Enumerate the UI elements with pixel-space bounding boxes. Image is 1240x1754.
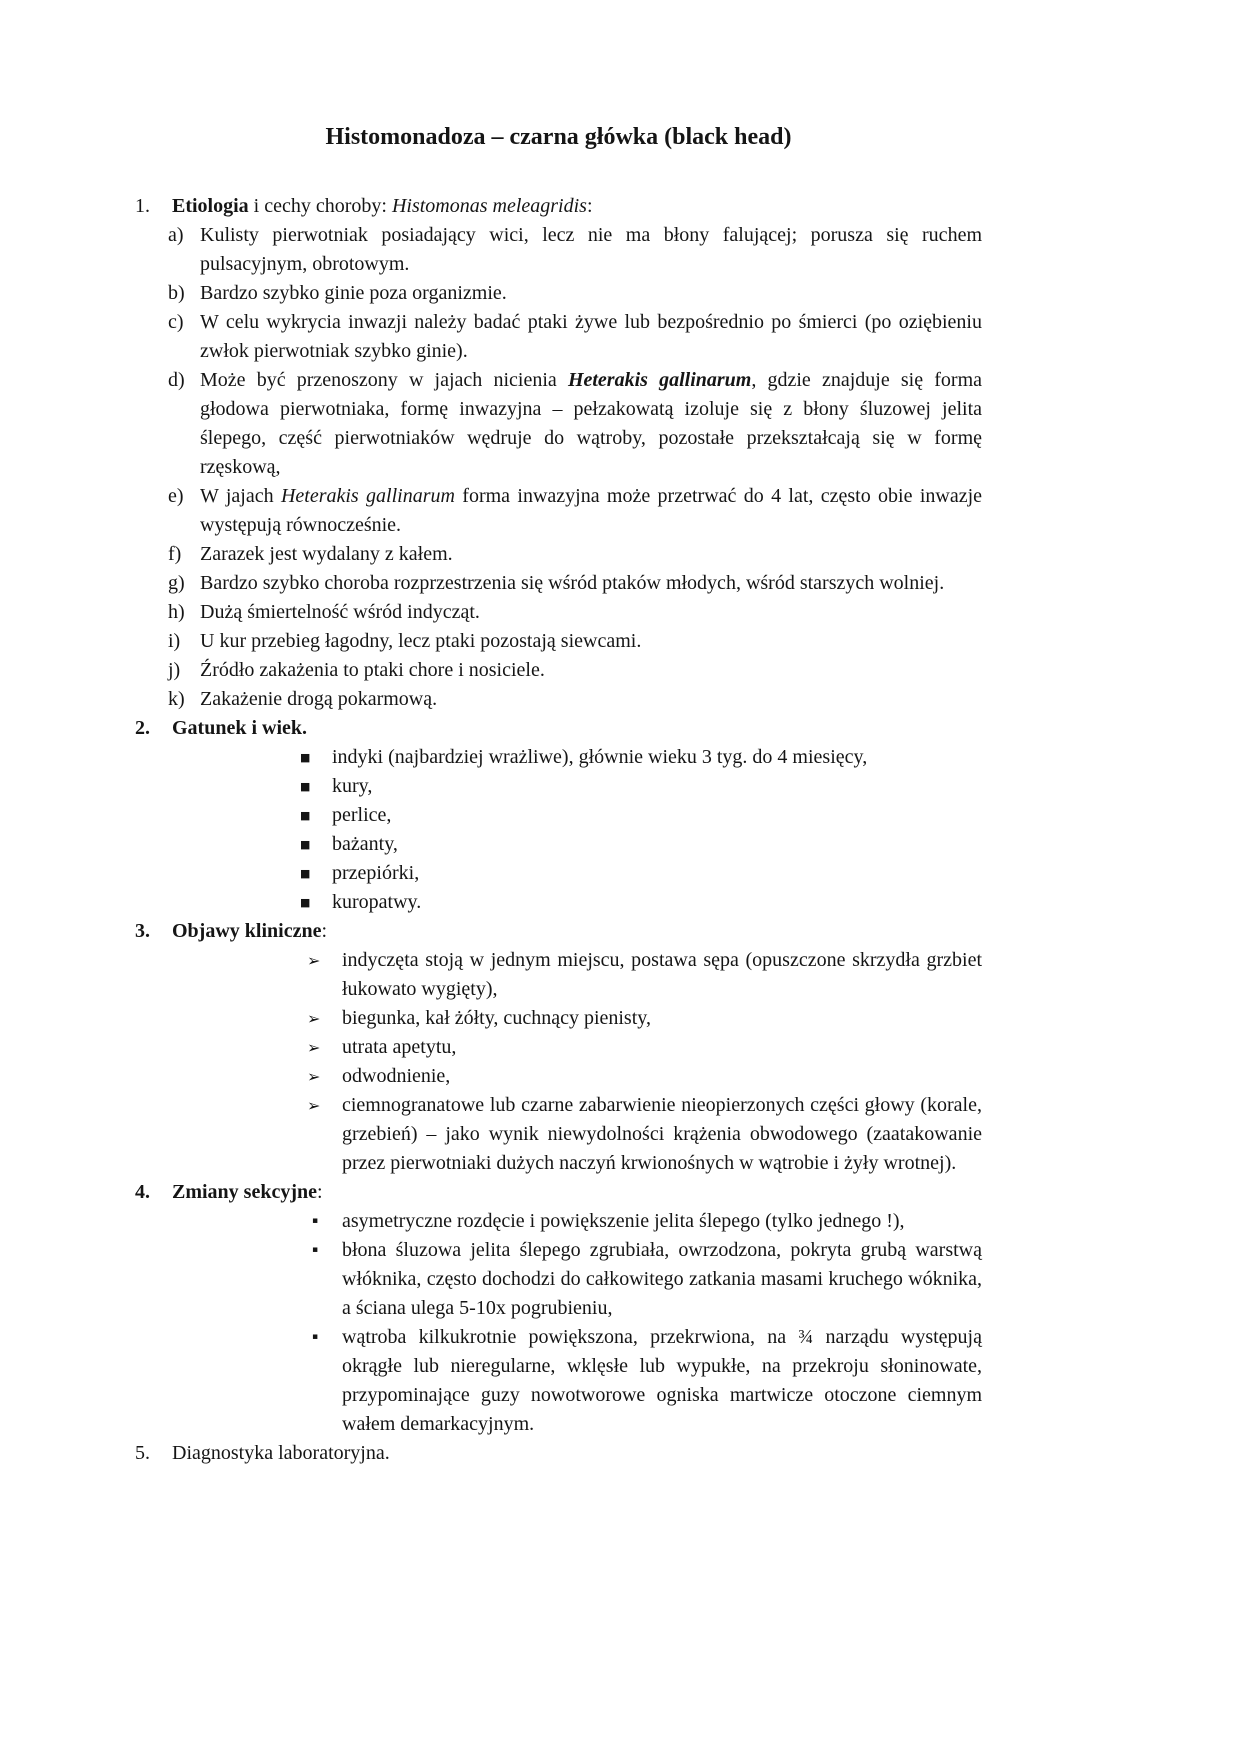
list-item-text: [200, 627, 982, 656]
section-head: [135, 1178, 982, 1207]
letter-marker: h): [168, 601, 185, 623]
section-gatunek-i-wiek: [135, 714, 982, 917]
text-segment: ciemnogranatowe lub czarne zabarwienie nieopierzonych części głowy (korale, grzebień) – jako wynik niewydolności krążenia obwodowego (zaatakowanie przez pierwotniaki dużych naczyń krwionośnych w wątrobie i żyły wrotnej).: [342, 1094, 982, 1174]
list-item-text: [342, 1062, 982, 1091]
text-segment: , gdzie znajduje się forma głodowa pierwotniaka, formę inwazyjna – pełzakowatą izoluje się z błony śluzowej jelita ślepego, część pierwotniaków wędruje do wątroby, pozostałe przekształcają się w formę rzęskową,: [200, 369, 982, 478]
text-segment: indyki (najbardziej wrażliwe), głównie wieku 3 tyg. do 4 miesięcy,: [332, 746, 868, 768]
text-segment: wątroba kilkukrotnie powiększona, przekrwiona, na ¾ narządu występują okrągłe lub nieregularne, wklęsłe lub wypukłe, na przekroju słoninowate, przypominające guzy nowotworowe ogniska martwicze otoczone ciemnym wałem demarkacyjnym.: [342, 1326, 982, 1435]
text-segment: błona śluzowa jelita ślepego zgrubiała, owrzodzona, pokryta grubą warstwą włóknika, często dochodzi do całkowitego zatkania masami kruchego wóknika, a ściana ulega 5-10x pogrubieniu,: [342, 1239, 982, 1319]
text-segment: Zmiany sekcyjne: [172, 1181, 317, 1203]
text-segment: Etiologia: [172, 195, 249, 217]
text-segment: Heterakis gallinarum: [280, 485, 455, 507]
list-item-text: [332, 859, 982, 888]
arrowhead-bullet-icon: ➢: [307, 951, 321, 970]
list-item: [168, 540, 982, 569]
list-item-text: [342, 1323, 982, 1439]
list-item: [168, 627, 982, 656]
section-heading: [172, 1442, 390, 1464]
text-segment: Bardzo szybko choroba rozprzestrzenia się wśród ptaków młodych, wśród starszych wolniej.: [200, 572, 945, 594]
arrowhead-bullet-icon: ➢: [307, 1009, 321, 1028]
section-head: [135, 917, 982, 946]
list-item: [300, 888, 982, 917]
text-segment: Gatunek i wiek.: [172, 717, 308, 739]
text-segment: Kulisty pierwotniak posiadający wici, lecz nie ma błony falującej; porusza się ruchem pulsacyjnym, obrotowym.: [200, 224, 982, 275]
list-item-text: [200, 685, 982, 714]
text-segment: i cechy choroby:: [248, 195, 392, 217]
section-heading: [172, 920, 327, 942]
list-item: [300, 830, 982, 859]
text-segment: W celu wykrycia inwazji należy badać ptaki żywe lub bezpośrednio po śmierci (po oziębieniu zwłok pierwotniak szybko ginie).: [200, 311, 982, 362]
arrowhead-bullet-icon: ➢: [307, 1038, 321, 1057]
letter-marker: f): [168, 543, 182, 565]
text-segment: asymetryczne rozdęcie i powiększenie jelita ślepego (tylko jednego !),: [342, 1210, 905, 1232]
text-segment: perlice,: [332, 804, 392, 826]
square-bullet-icon: ■: [300, 838, 311, 851]
text-segment: U kur przebieg łagodny, lecz ptaki pozostają siewcami.: [200, 630, 642, 652]
text-segment: odwodnienie,: [342, 1065, 451, 1087]
list-item: [168, 656, 982, 685]
letter-marker: b): [168, 282, 185, 304]
text-segment: Zakażenie drogą pokarmową.: [200, 688, 438, 710]
small-square-bullet-icon: ▪: [312, 1332, 319, 1342]
square-bullet-icon: ■: [300, 751, 311, 764]
arrowhead-bullet-icon: ➢: [307, 1067, 321, 1086]
list-item-text: [200, 656, 982, 685]
list-item: [168, 366, 982, 482]
list-item: [168, 308, 982, 366]
list-item-text: [200, 598, 982, 627]
list-item: [300, 743, 982, 772]
list-item-text: [200, 482, 982, 540]
section-number: 2.: [135, 717, 150, 739]
section-diagnostyka: [135, 1439, 982, 1468]
list-item-text: [342, 1236, 982, 1323]
list-item-text: [200, 366, 982, 482]
list-item: [307, 946, 982, 1004]
list-item-text: [200, 221, 982, 279]
list-item-text: [332, 830, 982, 859]
list-item-text: [342, 1207, 982, 1236]
list-item: [307, 1033, 982, 1062]
list-item: [300, 859, 982, 888]
letter-marker: i): [168, 630, 181, 652]
text-segment: Dużą śmiertelność wśród indycząt.: [200, 601, 480, 623]
list-item-text: [342, 1091, 982, 1178]
list-item-text: [200, 569, 982, 598]
section-items-zmiany: [312, 1207, 982, 1439]
letter-marker: c): [168, 311, 184, 333]
section-head: [135, 1439, 982, 1468]
section-heading: [172, 717, 307, 739]
text-segment: forma inwazyjna może przetrwać do 4 lat, często obie inwazje występują równocześnie.: [200, 485, 983, 536]
square-bullet-icon: ■: [300, 809, 311, 822]
list-item: [168, 279, 982, 308]
text-segment: Heterakis gallinarum: [567, 369, 752, 391]
text-segment: :: [317, 1181, 323, 1203]
square-bullet-icon: ■: [300, 867, 311, 880]
section-items-objawy: [307, 946, 982, 1178]
arrowhead-bullet-icon: ➢: [307, 1096, 321, 1115]
letter-marker: d): [168, 369, 185, 391]
list-item-text: [332, 772, 982, 801]
section-items-etiologia: [168, 221, 982, 714]
list-item: [307, 1004, 982, 1033]
list-item: [312, 1207, 982, 1236]
list-item: [312, 1236, 982, 1323]
list-item-text: [332, 888, 982, 917]
section-number: 1.: [135, 195, 150, 217]
list-item: [168, 569, 982, 598]
list-item: [168, 685, 982, 714]
section-zmiany-sekcyjne: [135, 1178, 982, 1439]
section-number: 4.: [135, 1181, 150, 1203]
text-segment: biegunka, kał żółty, cuchnący pienisty,: [342, 1007, 651, 1029]
text-segment: kury,: [332, 775, 373, 797]
list-item: [300, 801, 982, 830]
text-segment: utrata apetytu,: [342, 1036, 457, 1058]
list-item-text: [342, 1033, 982, 1062]
text-segment: Źródło zakażenia to ptaki chore i nosiciele.: [200, 659, 545, 681]
text-segment: Zarazek jest wydalany z kałem.: [200, 543, 453, 565]
list-item-text: [342, 1004, 982, 1033]
document-title: Histomonadoza – czarna główka (black head): [325, 124, 792, 150]
letter-marker: k): [168, 688, 185, 710]
text-segment: W jajach: [200, 485, 281, 507]
list-item: [168, 598, 982, 627]
list-item-text: [200, 308, 982, 366]
list-item: [168, 482, 982, 540]
text-segment: indyczęta stoją w jednym miejscu, postawa sępa (opuszczone skrzydła grzbiet łukowato wygięty),: [342, 949, 982, 1000]
text-segment: :: [321, 920, 328, 942]
section-items-gatunek: [300, 743, 982, 917]
text-segment: przepiórki,: [332, 862, 420, 884]
letter-marker: a): [168, 224, 184, 246]
text-segment: kuropatwy.: [332, 891, 422, 913]
list-item-text: [342, 946, 982, 1004]
section-number: 3.: [135, 920, 150, 942]
list-item-text: [200, 540, 982, 569]
list-item-text: [332, 801, 982, 830]
text-segment: Bardzo szybko ginie poza organizmie.: [200, 282, 507, 304]
text-segment: bażanty,: [332, 833, 398, 855]
list-item: [300, 772, 982, 801]
list-item: [307, 1062, 982, 1091]
section-etiologia: [135, 192, 982, 714]
list-item: [168, 221, 982, 279]
list-item: [312, 1323, 982, 1439]
list-item-text: [332, 743, 982, 772]
text-segment: :: [586, 195, 593, 217]
section-head: [135, 192, 982, 221]
list-item-text: [200, 279, 982, 308]
small-square-bullet-icon: ▪: [312, 1245, 319, 1255]
text-segment: Diagnostyka laboratoryjna.: [172, 1442, 390, 1464]
letter-marker: g): [168, 572, 185, 594]
section-heading: [172, 195, 593, 217]
text-segment: Histomonas meleagridis: [391, 195, 587, 217]
letter-marker: j): [168, 659, 181, 681]
section-number: 5.: [135, 1442, 150, 1464]
letter-marker: e): [168, 485, 184, 507]
small-square-bullet-icon: ▪: [312, 1216, 319, 1226]
section-objawy-kliniczne: [135, 917, 982, 1178]
section-heading: [172, 1181, 323, 1203]
text-segment: Może być przenoszony w jajach nicienia: [200, 369, 568, 391]
square-bullet-icon: ■: [300, 896, 311, 909]
section-head: [135, 714, 982, 743]
text-segment: Objawy kliniczne: [172, 920, 322, 942]
square-bullet-icon: ■: [300, 780, 311, 793]
list-item: [307, 1091, 982, 1178]
